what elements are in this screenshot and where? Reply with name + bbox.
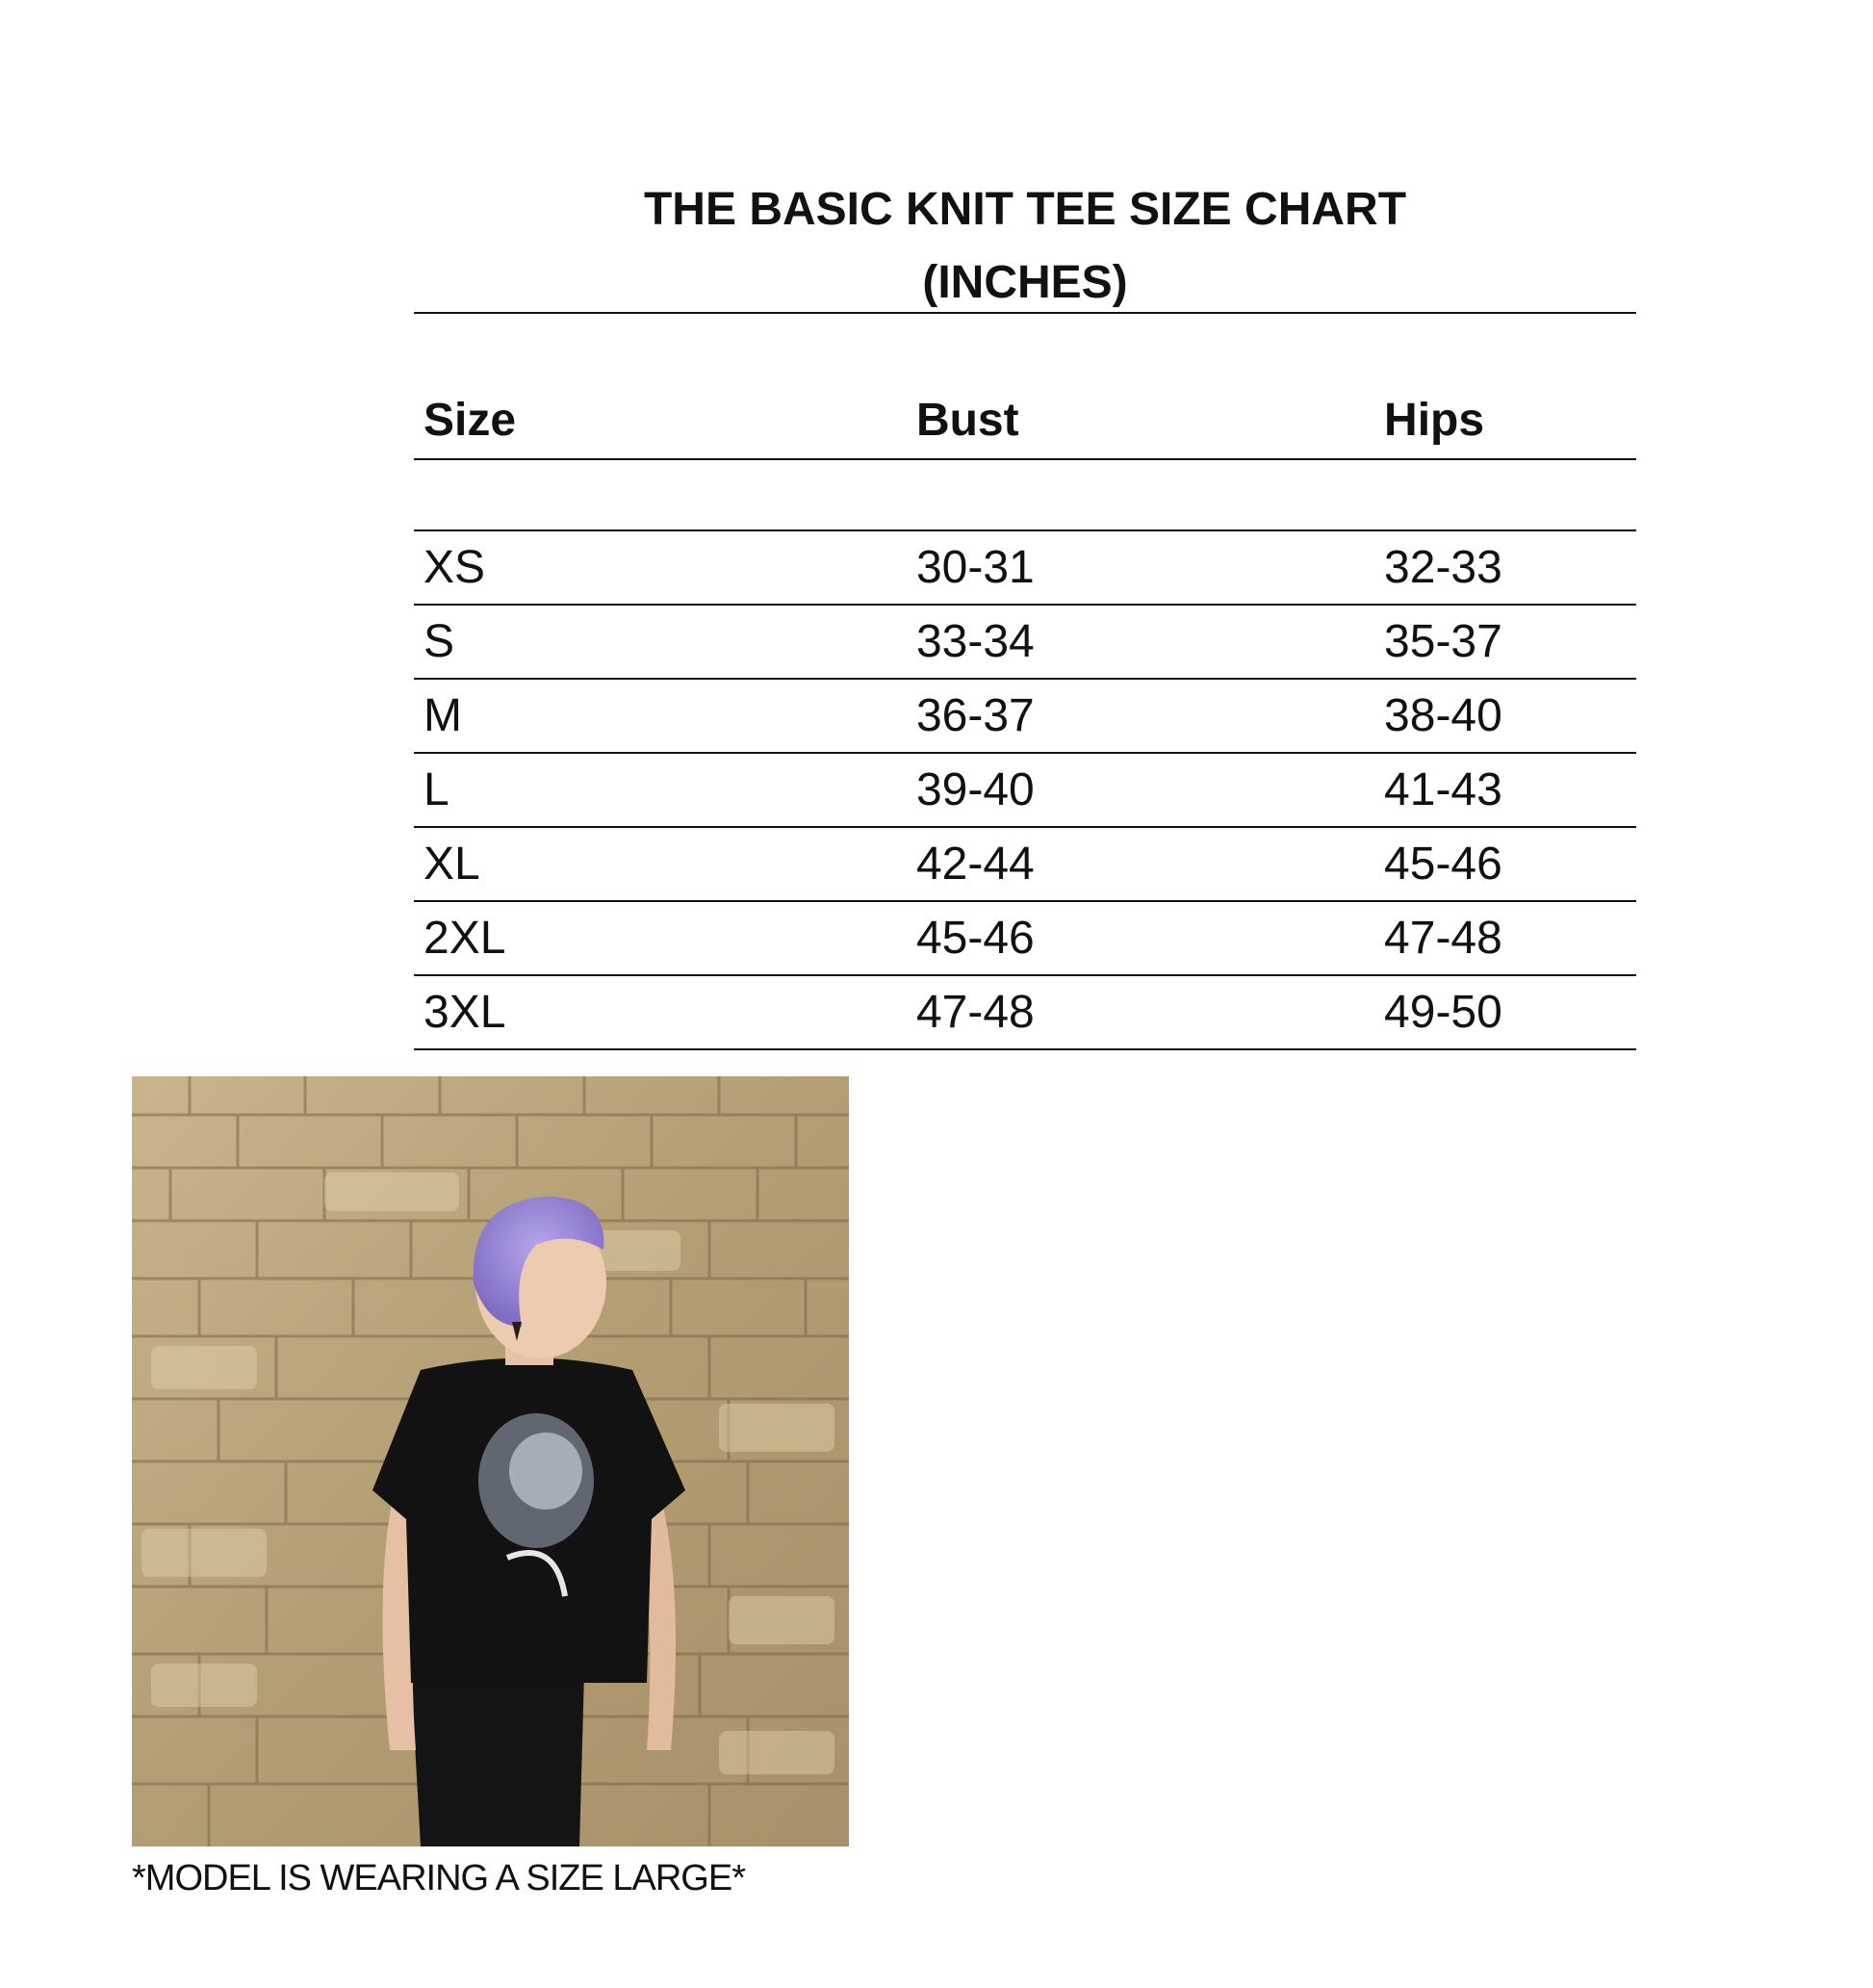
title-line-2: (INCHES) [922,257,1128,308]
title-divider [414,312,1636,314]
bust-cell: 45-46 [907,901,1374,975]
hips-cell: 47-48 [1374,901,1636,975]
bust-cell: 47-48 [907,975,1374,1049]
size-table [414,381,1636,1050]
header-size: Size [414,381,907,459]
size-cell: S [414,605,907,679]
table-row [414,901,1636,975]
hips-cell: 45-46 [1374,827,1636,901]
model-photo-illustration [132,1076,849,1846]
hips-cell: 38-40 [1374,679,1636,753]
header-hips: Hips [1374,381,1636,459]
table-row [414,605,1636,679]
size-cell: XL [414,827,907,901]
table-header-row [414,381,1636,459]
table-spacer-row [414,459,1636,530]
hips-cell: 41-43 [1374,753,1636,827]
header-bust: Bust [907,381,1374,459]
table-row [414,975,1636,1049]
hips-cell: 49-50 [1374,975,1636,1049]
hips-cell: 32-33 [1374,530,1636,605]
model-photo [132,1076,849,1846]
bust-cell: 42-44 [907,827,1374,901]
title-line-1: THE BASIC KNIT TEE SIZE CHART [643,184,1407,235]
size-cell: 3XL [414,975,907,1049]
model-size-caption: *MODEL IS WEARING A SIZE LARGE* [132,1858,745,1898]
bust-cell: 36-37 [907,679,1374,753]
hips-cell: 35-37 [1374,605,1636,679]
table-row [414,753,1636,827]
table-row [414,530,1636,605]
size-chart-title [414,173,1636,320]
size-cell: L [414,753,907,827]
bust-cell: 33-34 [907,605,1374,679]
bust-cell: 30-31 [907,530,1374,605]
table-row [414,827,1636,901]
size-cell: XS [414,530,907,605]
size-cell: 2XL [414,901,907,975]
table-row [414,679,1636,753]
bust-cell: 39-40 [907,753,1374,827]
size-cell: M [414,679,907,753]
